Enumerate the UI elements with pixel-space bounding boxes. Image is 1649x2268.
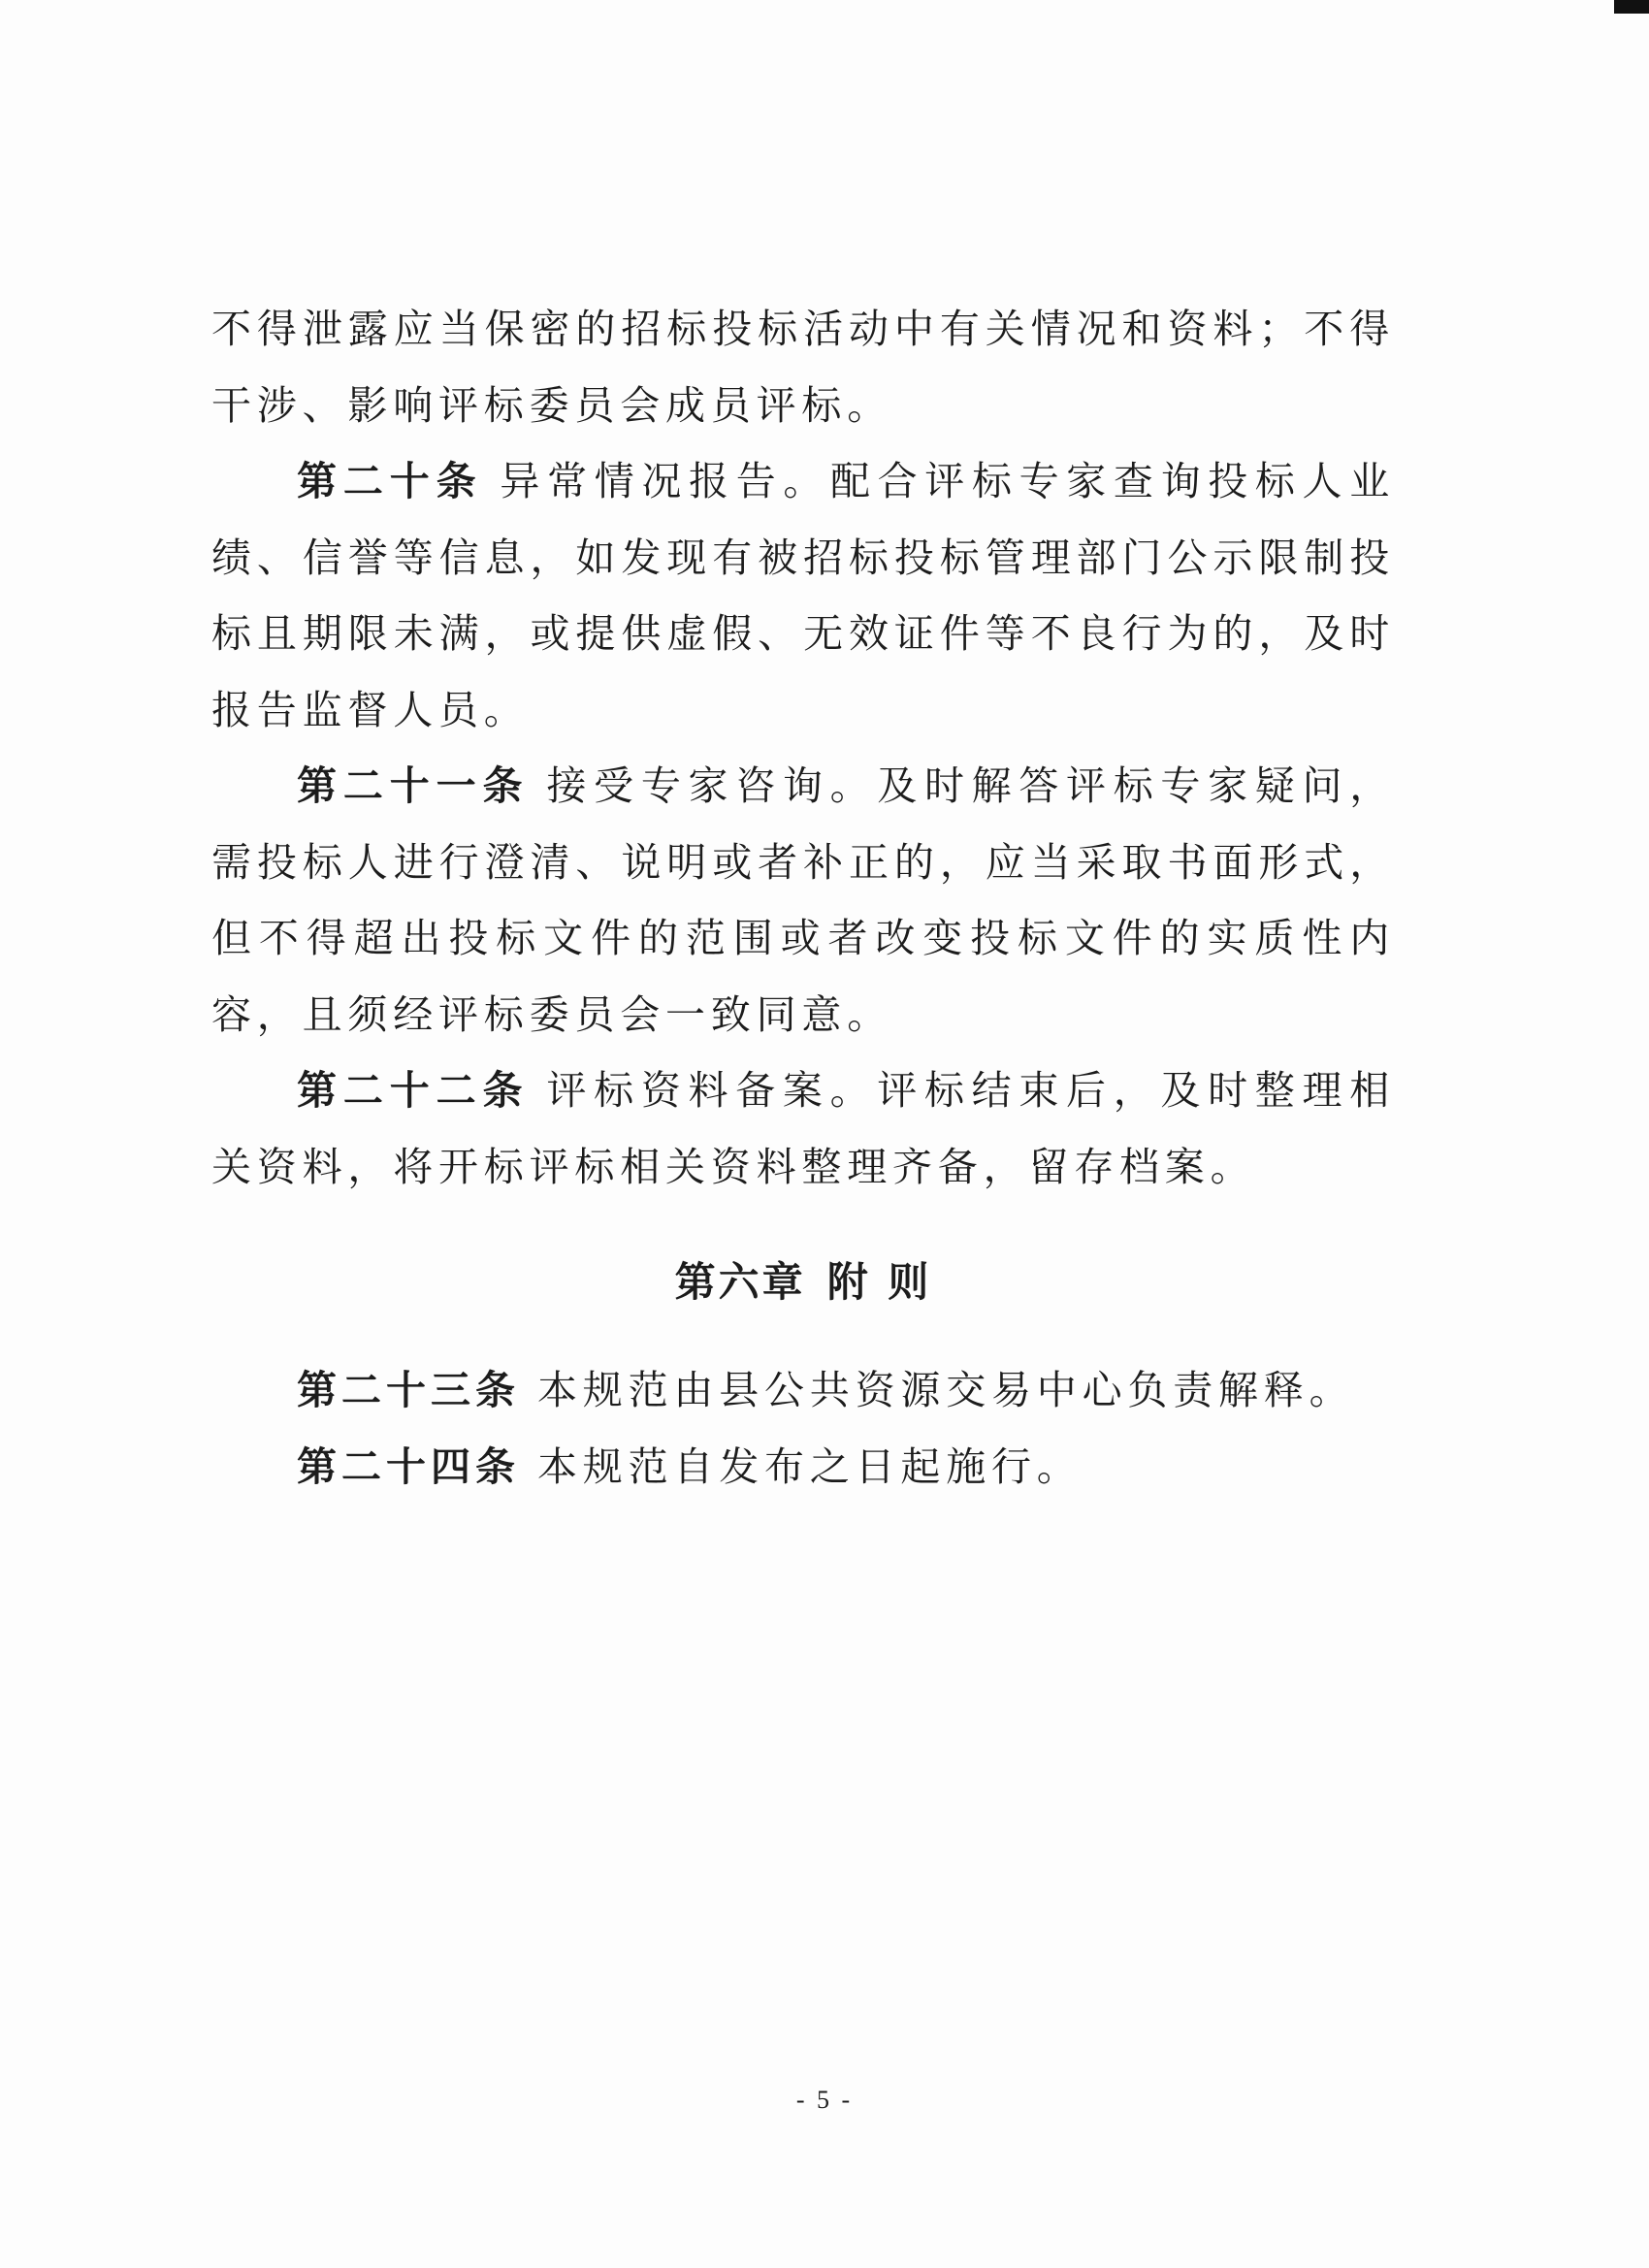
article-number: 第二十四条 <box>297 1442 520 1490</box>
article-text: 评标资料备案。评标结束后，及时整理相关资料，将开标评标相关资料整理齐备，留存档案。 <box>211 1067 1395 1190</box>
article-number: 第二十二条 <box>297 1067 530 1114</box>
article-text: 异常情况报告。配合评标专家查询投标人业绩、信誉等信息，如发现有被招标投标管理部门公示限制投标且期限未满，或提供虚假、无效证件等不良行为的，及时报告监督人员。 <box>211 458 1395 733</box>
article-23 <box>211 1352 1395 1429</box>
paragraph-text: 不得泄露应当保密的招标投标活动中有关情况和资料；不得干涉、影响评标委员会成员评标。 <box>211 306 1395 429</box>
article-number: 第二十条 <box>297 458 483 504</box>
article-20 <box>211 443 1395 748</box>
article-21 <box>211 748 1395 1053</box>
continued-paragraph <box>211 291 1395 443</box>
page-number: - 5 - <box>795 2086 854 2114</box>
chapter-number: 第六章 <box>674 1258 806 1306</box>
scan-corner-mark <box>1614 0 1649 14</box>
article-number: 第二十一条 <box>297 762 530 809</box>
article-22 <box>211 1053 1395 1205</box>
article-text: 本规范自发布之日起施行。 <box>537 1442 1083 1490</box>
article-text: 本规范由县公共资源交易中心负责解释。 <box>537 1367 1355 1413</box>
article-text: 接受专家咨询。及时解答评标专家疑问，需投标人进行澄清、说明或者补正的，应当采取书面形式，但不得超出投标文件的范围或者改变投标文件的实质性内容，且须经评标委员会一致同意。 <box>211 762 1395 1038</box>
article-24 <box>211 1429 1395 1506</box>
chapter-heading <box>211 1253 1395 1312</box>
document-body <box>211 291 1395 1505</box>
article-number: 第二十三条 <box>297 1367 520 1413</box>
chapter-title: 附 则 <box>826 1258 932 1306</box>
